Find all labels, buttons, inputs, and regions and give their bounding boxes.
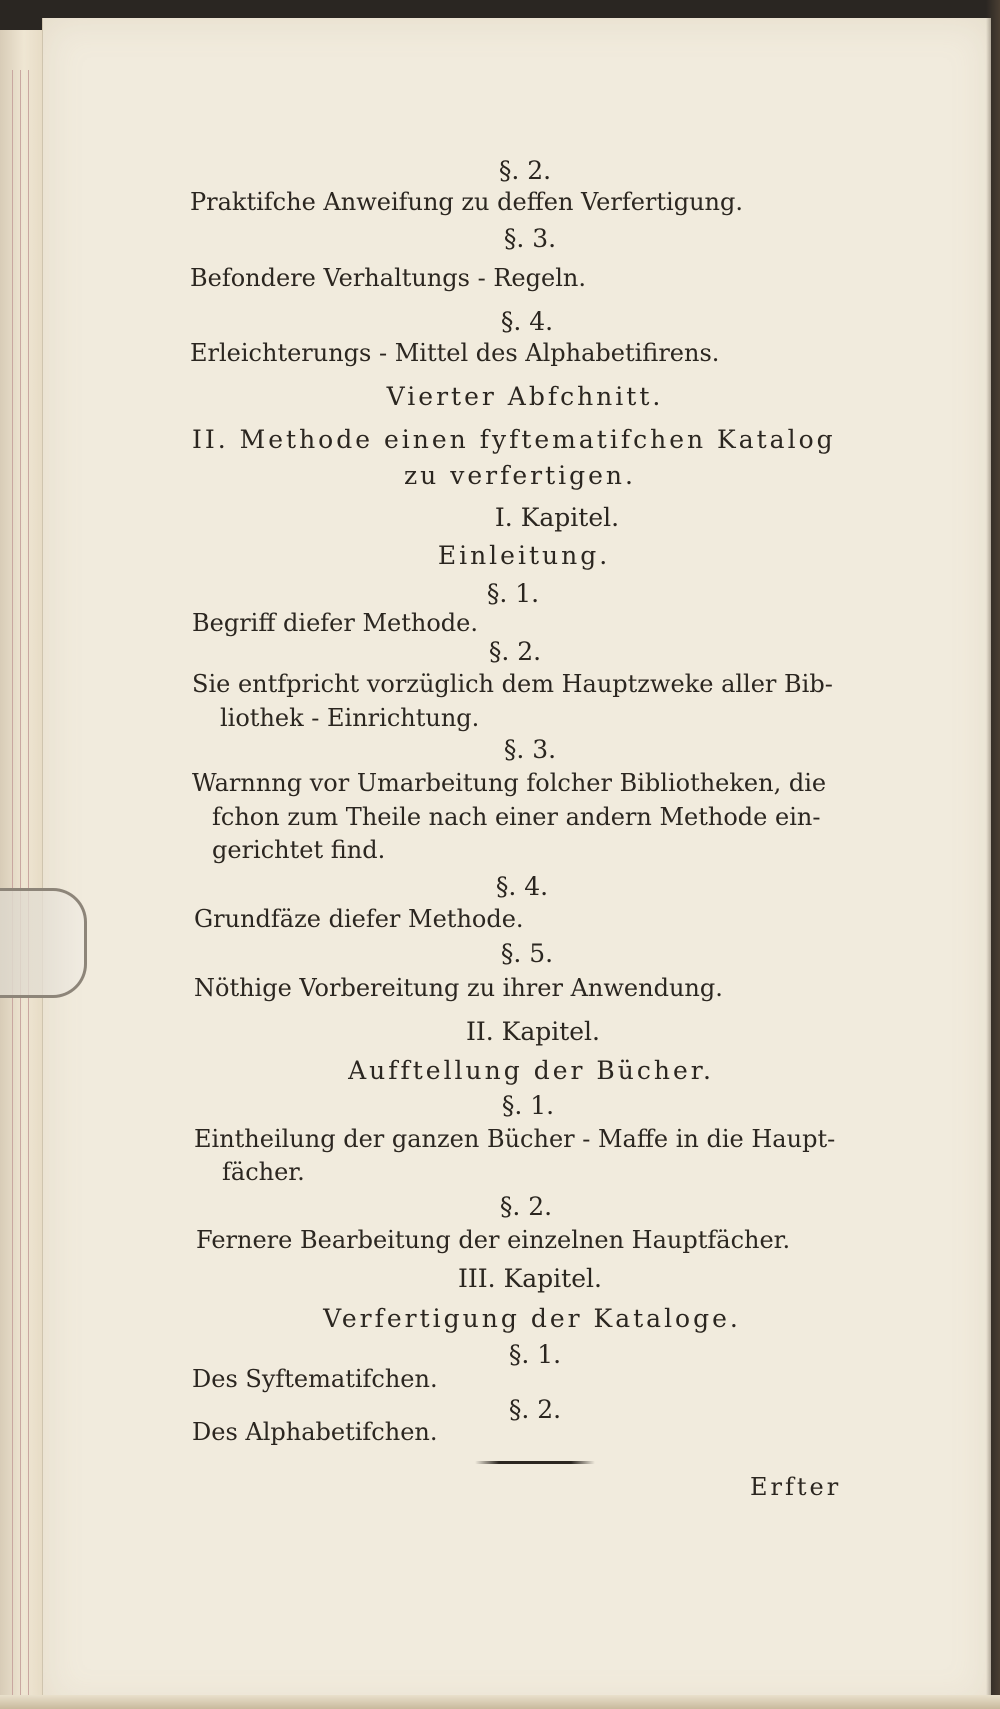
chapter-title: Einleitung. [437, 541, 611, 570]
catchword: Erfter [750, 1473, 842, 1501]
section-number: §. 2. [488, 637, 542, 666]
entry-text: Eintheilung der ganzen Bücher - Maffe in die Haupt- [194, 1125, 836, 1153]
section-number: §. 1. [501, 1091, 555, 1120]
page-clip [0, 888, 87, 998]
entry-text: Des Syftematifchen. [192, 1365, 438, 1393]
entry-text: Fernere Bearbeitung der einzelnen Hauptfächer. [196, 1226, 791, 1254]
section-number: §. 4. [495, 872, 549, 901]
chapter-title: Aufftellung der Bücher. [348, 1056, 714, 1085]
section-number: §. 5. [500, 939, 554, 968]
chapter-number: III. Kapitel. [458, 1264, 602, 1293]
entry-text-cont: gerichtet find. [212, 836, 386, 864]
section-number: §. 1. [508, 1340, 562, 1369]
section-number: §. 2. [508, 1395, 562, 1424]
section-heading: II. Methode einen fyftematifchen Katalog [192, 425, 836, 454]
entry-text-cont: fchon zum Theile nach einer andern Methode ein- [212, 803, 821, 831]
entry-text: Begriff diefer Methode. [192, 609, 478, 637]
section-heading-cont: zu verfertigen. [404, 461, 636, 490]
entry-text: Des Alphabetifchen. [192, 1418, 438, 1446]
chapter-number: II. Kapitel. [465, 1017, 601, 1046]
entry-text: Sie entfpricht vorzüglich dem Hauptzweke aller Bib- [192, 670, 833, 698]
entry-text-cont: fächer. [222, 1158, 305, 1186]
chapter-number: I. Kapitel. [494, 503, 620, 532]
entry-text: Nöthige Vorbereitung zu ihrer Anwendung. [194, 974, 723, 1002]
chapter-title: Verfertigung der Kataloge. [323, 1304, 741, 1333]
entry-text: Erleichterungs - Mittel des Alphabetifirens. [190, 339, 720, 367]
entry-text-cont: liothek - Einrichtung. [220, 704, 480, 732]
entry-text: Warnnng vor Umarbeitung folcher Bibliotheken, die [192, 769, 827, 797]
section-number: §. 1. [486, 579, 540, 608]
entry-text: Grundfäze diefer Methode. [194, 905, 524, 933]
entry-text: Befondere Verhaltungs - Regeln. [190, 264, 586, 292]
decorative-rule [475, 1461, 595, 1464]
entry-text: Praktifche Anweifung zu deffen Verfertigung. [190, 188, 743, 216]
section-number: §. 2. [498, 156, 552, 185]
page-right-shadow [986, 0, 1000, 1709]
section-number: §. 3. [503, 224, 557, 253]
section-number: §. 2. [499, 1192, 553, 1221]
chapter-heading: Vierter Abfchnitt. [386, 382, 664, 411]
page-bottom-edge [0, 1695, 1000, 1709]
section-number: §. 3. [503, 735, 557, 764]
section-number: §. 4. [500, 307, 554, 336]
